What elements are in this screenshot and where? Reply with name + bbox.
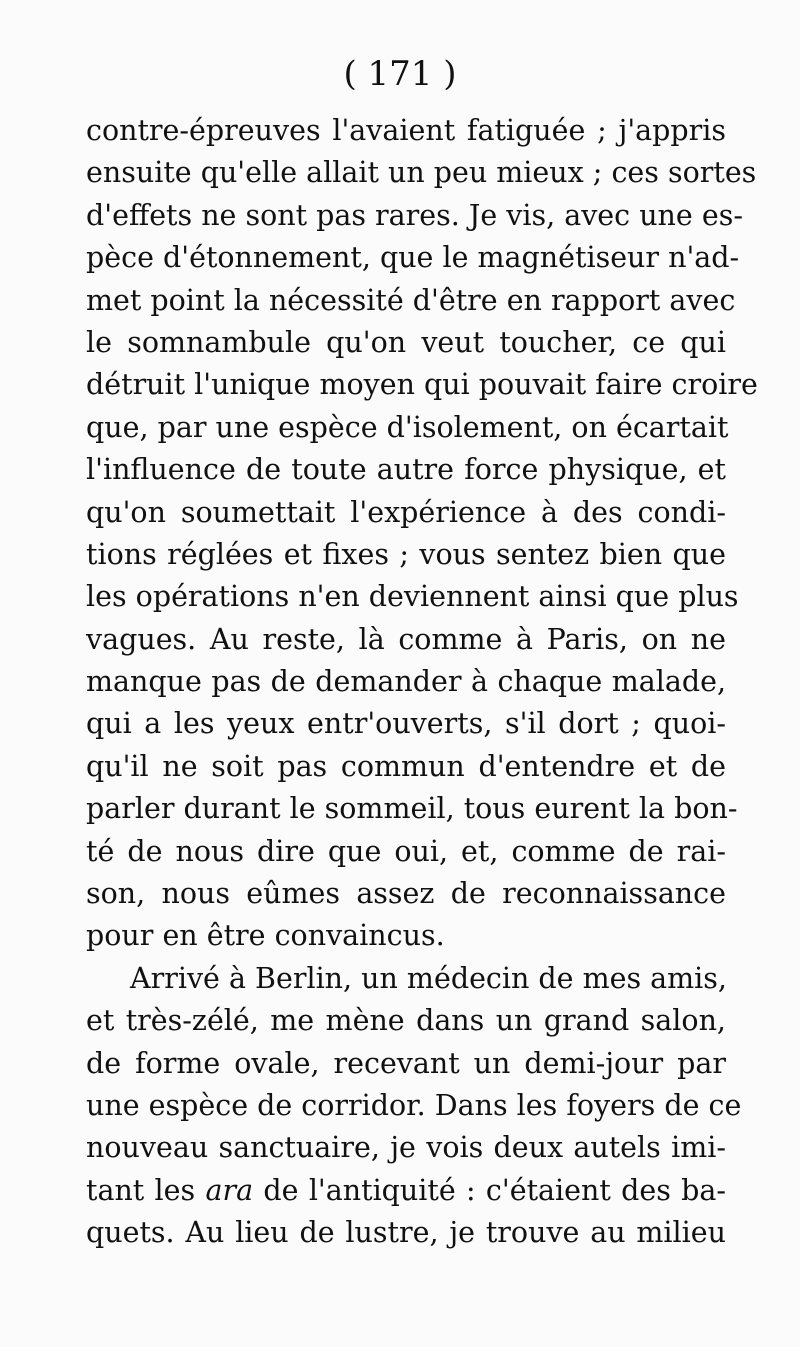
page-number: ( 171 ) xyxy=(343,54,457,94)
text-line: tions réglées et fixes ; vous sentez bien que xyxy=(86,537,726,571)
text-line: l'influence de toute autre force physique, et xyxy=(86,453,726,487)
text-line: et très-zélé, me mène dans un grand salon, xyxy=(86,1004,726,1038)
text-line-with-italic xyxy=(86,1170,726,1212)
text-line: son, nous eûmes assez de reconnaissance xyxy=(86,877,726,911)
text-line: qui a les yeux entr'ouverts, s'il dort ; quoi- xyxy=(86,707,726,741)
text-line: vagues. Au reste, là comme à Paris, on ne xyxy=(86,622,726,656)
text-line: d'effets ne sont pas rares. Je vis, avec une es- xyxy=(86,198,743,232)
text-line: manque pas de demander à chaque malade, xyxy=(86,665,726,699)
paragraph-end-line: pour en être convaincus. xyxy=(86,919,445,953)
text-line: qu'il ne soit pas commun d'entendre et de xyxy=(86,749,726,783)
paragraph-start-line: Arrivé à Berlin, un médecin de mes amis, xyxy=(130,961,727,995)
text-line: té de nous dire que oui, et, comme de rai- xyxy=(86,834,726,868)
text-line: les opérations n'en deviennent ainsi que plus xyxy=(86,580,739,614)
text-line: pèce d'étonnement, que le magnétiseur n'ad- xyxy=(86,241,740,275)
text-line: qu'on soumettait l'expérience à des condi- xyxy=(86,495,726,529)
text-line: le somnambule qu'on veut toucher, ce qui xyxy=(86,325,726,359)
italic-word: ara xyxy=(205,1173,254,1207)
text-segment: tant les xyxy=(86,1173,196,1207)
text-line: de forme ovale, recevant un demi-jour par xyxy=(86,1046,726,1080)
text-line: contre-épreuves l'avaient fatiguée ; j'appris xyxy=(86,114,726,147)
text-line: une espèce de corridor. Dans les foyers de ce xyxy=(86,1088,742,1122)
text-segment: de l'antiquité : c'étaient des ba- xyxy=(263,1173,727,1207)
page-body-text xyxy=(86,110,758,1255)
text-line: nouveau sanctuaire, je vois deux autels imi- xyxy=(86,1131,726,1165)
text-line: ensuite qu'elle allait un peu mieux ; ces sortes xyxy=(86,156,757,190)
text-line: met point la nécessité d'être en rapport avec xyxy=(86,283,736,317)
text-line: parler durant le sommeil, tous eurent la bon- xyxy=(86,792,738,826)
text-line: que, par une espèce d'isolement, on écartait xyxy=(86,410,729,444)
text-line: quets. Au lieu de lustre, je trouve au milieu xyxy=(86,1216,726,1250)
text-line: détruit l'unique moyen qui pouvait faire croire xyxy=(86,368,758,402)
